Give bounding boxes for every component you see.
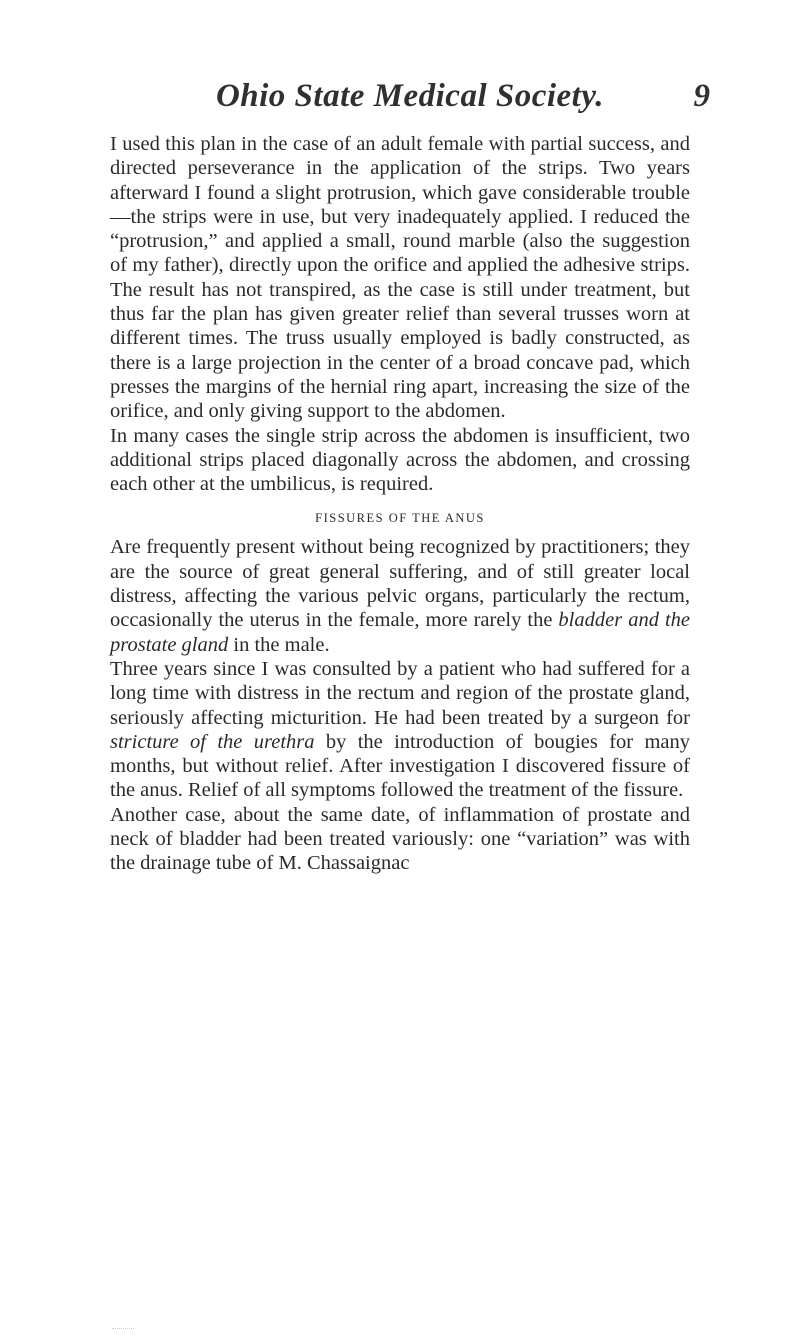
section-heading: FISSURES OF THE ANUS (315, 511, 485, 526)
paragraph-truss-case: I used this plan in the case of an adult female with partial success, and directed perseverance in the application of the strips. Two years afterward I found a slight protrusion, which gave considerable trouble—the strips were in use, but very inadequately applied. I reduced the “protrusion,” and applied a small, round marble (also the suggestion of my father), directly upon the orifice and applied the adhesive strips. The result has not transpired, as the case is still under treatment, but thus far the plan has given greater relief than several trusses worn at different times. The truss usually employed is badly constructed, as there is a large projection in the center of a broad concave pad, which presses the margins of the hernial ring apart, increasing the size of the orifice, and only giving support to the abdomen. (110, 133, 690, 423)
italic-term: bladder and the prostate gland (110, 609, 690, 656)
text-run: in the male. (228, 633, 330, 656)
body-text (110, 132, 690, 876)
running-title: Ohio State Medical Society. (215, 78, 605, 114)
text-run: Three years since I was consulted by a patient who had suffered for a long time with distress in the rectum and region of the prostate gland, seriously affecting micturition. He had been treated by a surgeon for (110, 657, 690, 729)
paragraph-patient-case (110, 657, 690, 803)
text-run: by the introduction of bougies for many months, but without relief. After investigation I discovered fissure of the anus. Relief of all symptoms followed the treatment of the fissure. (110, 730, 690, 802)
page-number: 9 (693, 78, 710, 114)
paragraph-fissures-intro (110, 535, 690, 656)
page-header (110, 78, 710, 122)
text-run: Are frequently present without being recognized by practitioners; they are the source of great general suffering, and of still greater local distress, affecting the various pelvic organs, particularly the rectum, occasionally the uterus in the female, more rarely the (110, 536, 690, 632)
paragraph-strips: In many cases the single strip across the abdomen is insufficient, two additional strips placed diagonally across the abdomen, and crossing each other at the umbilicus, is required. (110, 424, 690, 496)
page-smudge (112, 1318, 134, 1329)
paragraph-another-case: Another case, about the same date, of inflammation of prostate and neck of bladder had been treated variously: one “variation” was with the drainage tube of M. Chassaignac (110, 803, 690, 875)
italic-term: stricture of the urethra (110, 730, 315, 753)
